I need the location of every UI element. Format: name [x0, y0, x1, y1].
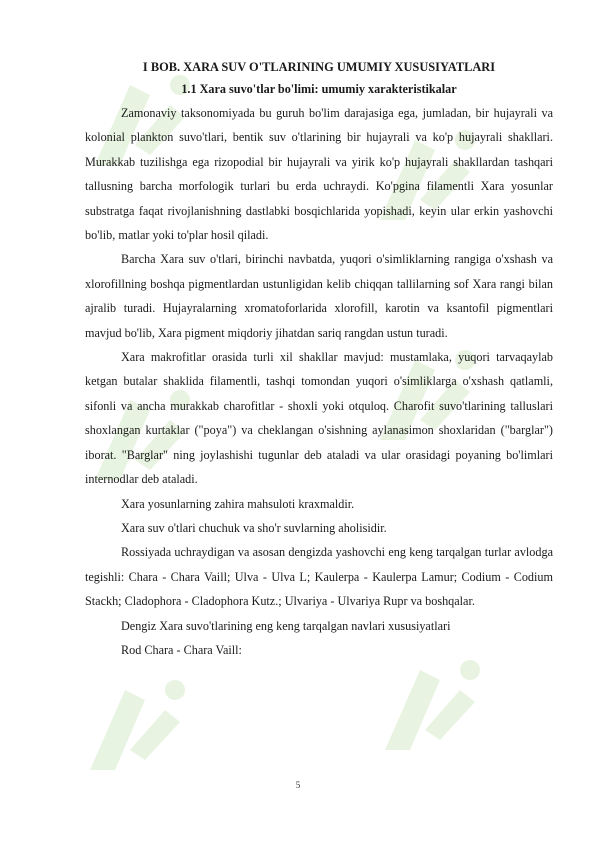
watermark-logo-icon: [70, 660, 210, 800]
page-number: 5: [295, 780, 301, 790]
paragraph: Dengiz Xara suvo'tlarining eng keng tarqalgan navlari xususiyatlari: [121, 618, 451, 633]
paragraph: Zamonaviy taksonomiyada bu guruh bo'lim darajasiga ega, jumladan, bir hujayrali va kolonial plankton suvo'tlari, bentik suv o'tlarining bir hujayrali va ko'p hujayrali shakllari. Murakkab tuzilishga ega rizopodial bir hujayrali va yirik ko'p hujayrali shakllardan tashqari tallusning barcha morfologik turlari bu erda uchraydi. Ko'pgina filamentli Xara yosunlar substratga faqat rivojlanishning dastlabki bosqichlarida yopishadi, keyin ular erkin yashovchi bo'lib, matlar yoki to'plar hosil qiladi.: [85, 106, 553, 243]
paragraph: Barcha Xara suv o'tlari, birinchi navbatda, yuqori o'simliklarning rangiga o'xshash va xlorofillning boshqa pigmentlardan ustunligidan kelib chiqqan tallilarning sof Xara rangi bilan ajralib turadi. Hujayralarning xromatoforlarida xlorofill, karotin va ksantofil pigmentlari mavjud bo'lib, Xara pigment miqdoriy jihatdan sariq rangdan ustun turadi.: [85, 252, 553, 340]
section-title: 1.1 Xara suvo'tlar bo'limi: umumiy xarakteristikalar: [181, 82, 457, 96]
document-body: [85, 56, 553, 662]
paragraph: Xara makrofitlar orasida turli xil shakllar mavjud: mustamlaka, yuqori tarvaqaylab ketgan butalar shaklida filamentli, tashqi tomondan yuqori o'simliklarga o'xshash qatlamli, sifonli va ancha murakkab charofitlar - shoxli yoki otquloq. Charofit suvo'tlarining talluslari shoxlangan kurtaklar ("poya") va cheklangan o'sishning aylanasimon shoxlaridan ("barglar") iborat. "Barglar" ning joylashishi tugunlar deb ataladi va ular orasidagi poyaning bo'limlari internodlar deb ataladi.: [85, 350, 553, 487]
paragraph: Rossiyada uchraydigan va asosan dengizda yashovchi eng keng tarqalgan turlar avlodga tegishli: Chara - Chara Vaill; Ulva - Ulva L; Kaulerpa - Kaulerpa Lamur; Codium - Codium Stackh; Cladophora - Cladophora Kutz.; Ulvariya - Ulvariya Rupr va boshqalar.: [85, 545, 553, 609]
paragraph: Rod Chara - Chara Vaill:: [121, 642, 242, 657]
chapter-title: I BOB. XARA SUV O'TLARINING UMUMIY XUSUSIYATLARI: [142, 60, 496, 74]
paragraph: Xara suv o'tlari chuchuk va sho'r suvlarning aholisidir.: [121, 520, 387, 535]
paragraph: Xara yosunlarning zahira mahsuloti kraxmaldir.: [121, 496, 355, 511]
